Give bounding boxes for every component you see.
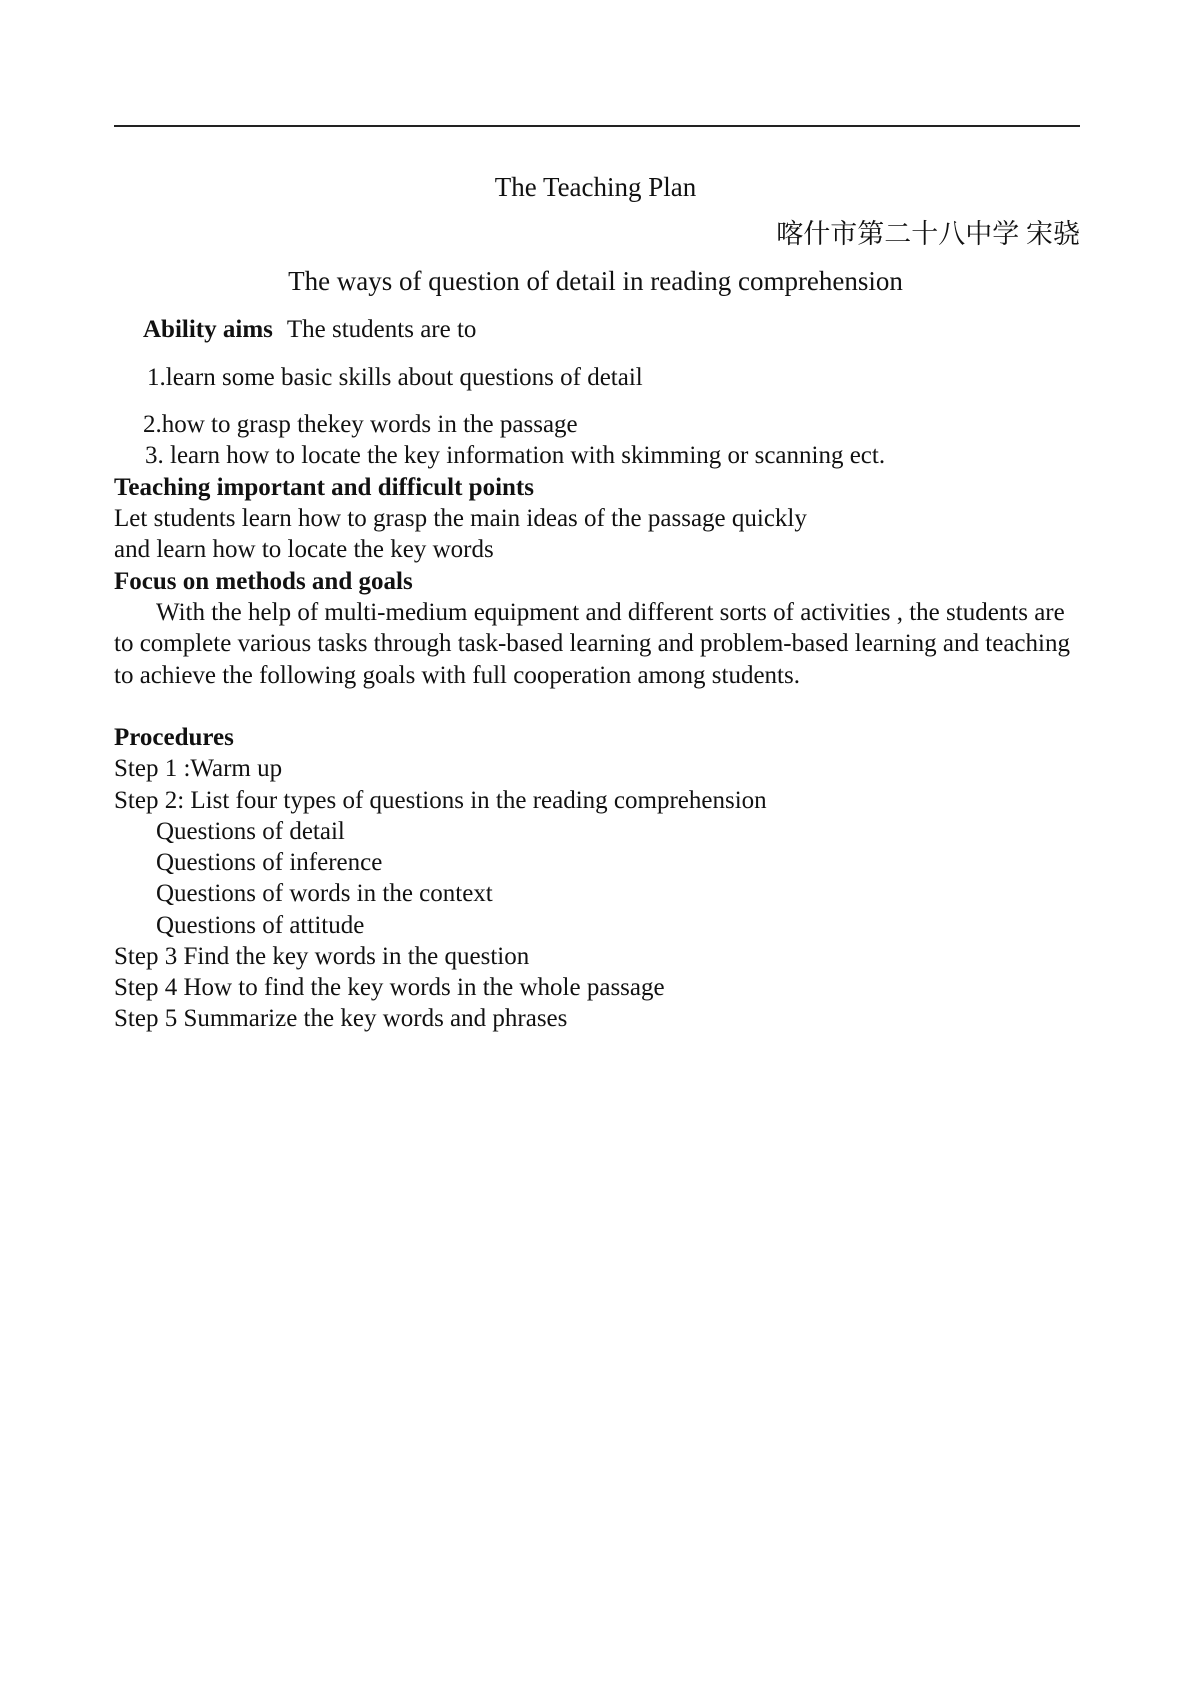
- ability-aim-item: 1.learn some basic skills about questions of detail: [147, 364, 643, 391]
- question-type-item: Questions of words in the context: [156, 880, 493, 907]
- focus-paragraph: With the help of multi-medium equipment and different sorts of activities , the students are to complete various tasks through task-based learning and problem-based learning and teaching to achieve the following goals with full cooperation among students.: [114, 599, 1070, 689]
- ability-aims-line: [143, 314, 476, 345]
- author-line: 喀什市第二十八中学 宋骁: [776, 219, 1080, 249]
- procedure-step: Step 2: List four types of questions in the reading comprehension: [114, 787, 767, 814]
- ability-aim-item: 2.how to grasp thekey words in the passage: [143, 411, 578, 438]
- ability-aims-heading: Ability aims: [143, 316, 273, 343]
- ability-aim-item: 3. learn how to locate the key information with skimming or scanning ect.: [145, 442, 886, 469]
- document-title: The Teaching Plan: [494, 172, 697, 202]
- question-type-item: Questions of detail: [156, 818, 345, 845]
- important-points-line: and learn how to locate the key words: [114, 536, 494, 563]
- important-points-line: Let students learn how to grasp the main ideas of the passage quickly: [114, 505, 807, 532]
- procedures-heading: Procedures: [114, 724, 234, 751]
- question-type-item: Questions of inference: [156, 849, 383, 876]
- important-points-heading: Teaching important and difficult points: [114, 474, 534, 501]
- ability-aims-intro: The students are to: [286, 316, 477, 343]
- procedure-step: Step 4 How to find the key words in the whole passage: [114, 974, 665, 1001]
- procedure-step: Step 5 Summarize the key words and phrases: [114, 1005, 568, 1032]
- question-type-item: Questions of attitude: [156, 912, 365, 939]
- header-rule: [114, 125, 1080, 127]
- procedure-step: Step 1 :Warm up: [114, 755, 283, 782]
- focus-heading: Focus on methods and goals: [114, 568, 413, 595]
- document-subtitle: The ways of question of detail in reading comprehension: [288, 266, 903, 296]
- procedure-step: Step 3 Find the key words in the question: [114, 943, 530, 970]
